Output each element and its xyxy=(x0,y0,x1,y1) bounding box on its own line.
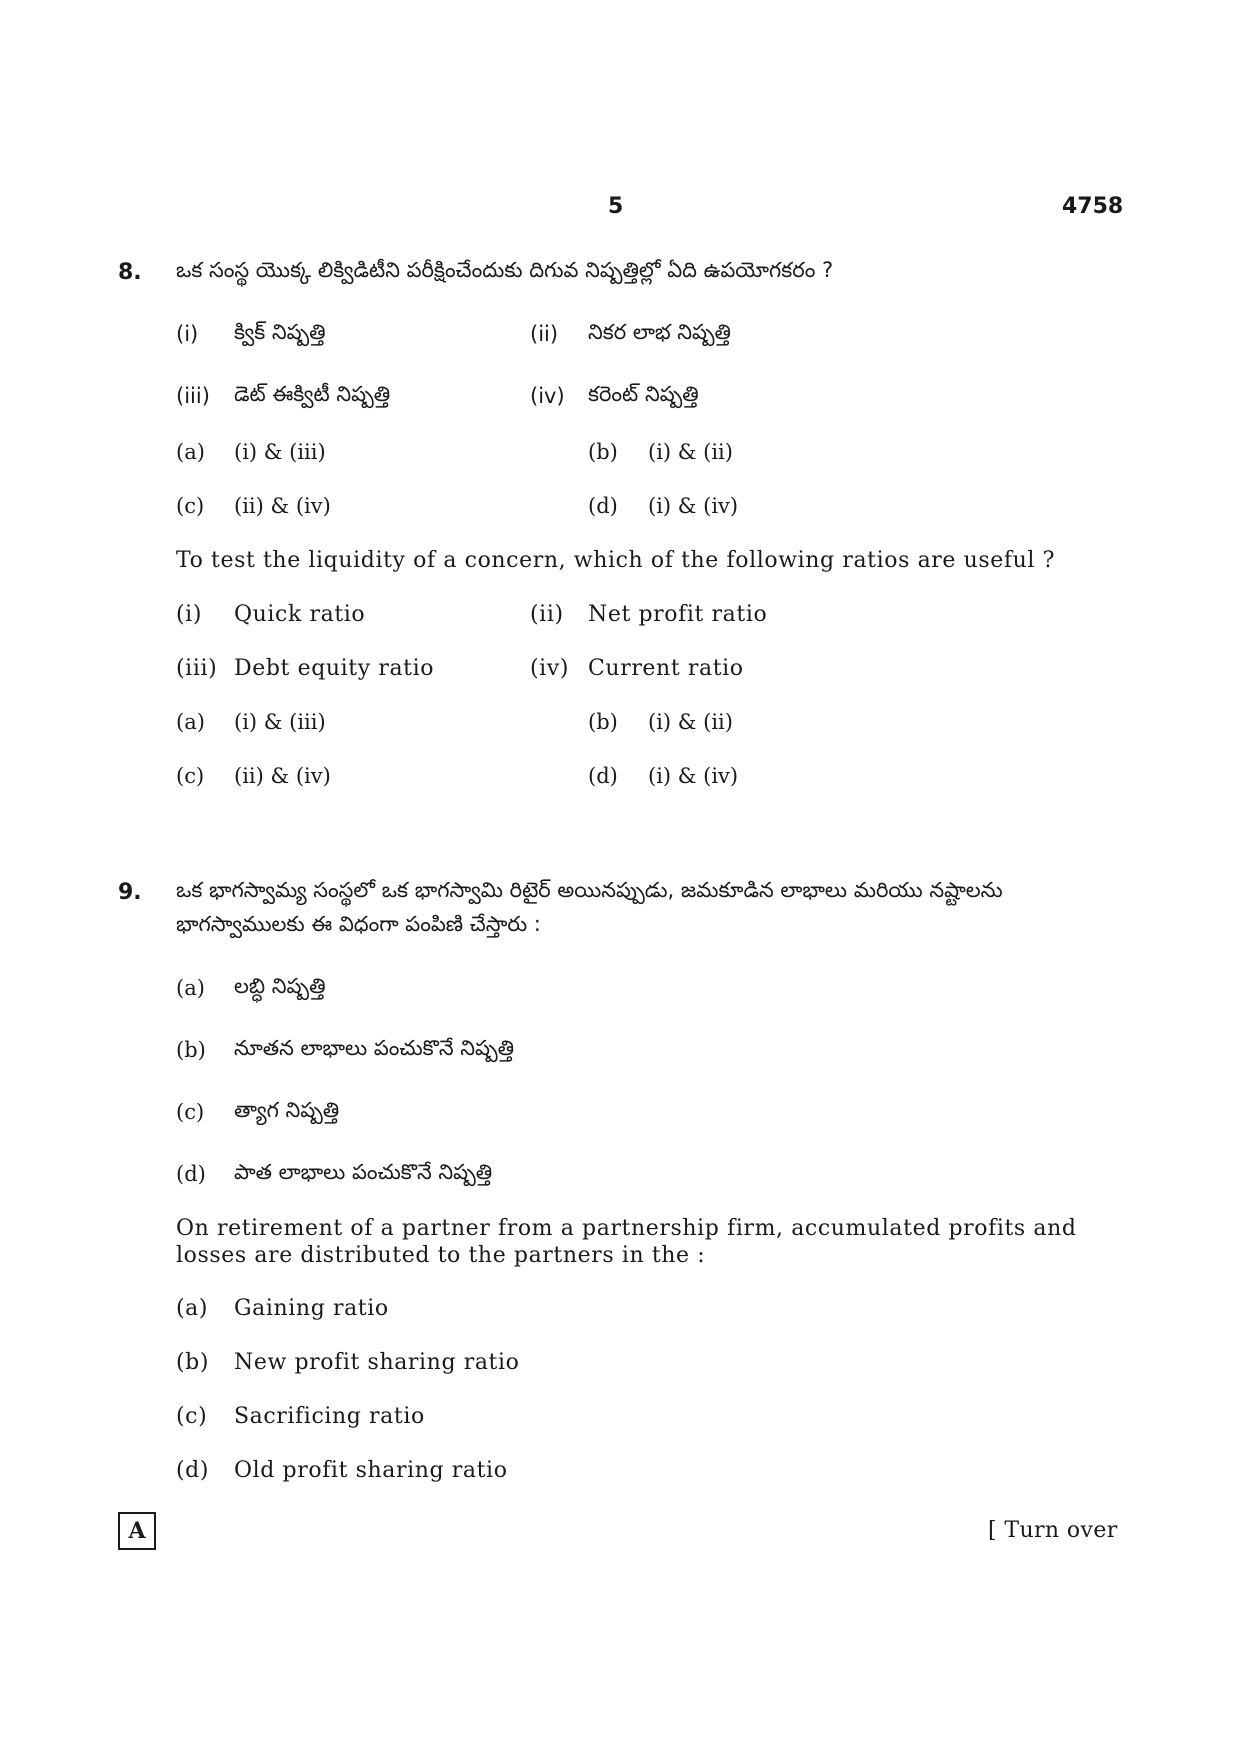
q8-en-option-text: (i) & (ii) xyxy=(648,710,733,734)
q9-te-option-text: నూతన లాభాలు పంచుకొనే నిష్పత్తి xyxy=(234,1036,515,1060)
q8-en-item-tag: (iii) xyxy=(176,656,218,681)
q9-en-option-tag: (d) xyxy=(176,1458,210,1483)
q8-te-option-tag: (a) xyxy=(176,440,205,464)
q8-en-item-tag: (ii) xyxy=(530,602,564,627)
q9-te-option-text: త్యాగ నిష్పత్తి xyxy=(234,1098,340,1122)
paper-code: 4758 xyxy=(1062,194,1124,219)
q9-te-option-tag: (c) xyxy=(176,1100,205,1124)
q9-en-option-tag: (c) xyxy=(176,1404,208,1429)
q8-te-option-tag: (c) xyxy=(176,494,205,518)
question-8-number: 8. xyxy=(118,260,142,285)
q8-en-option-tag: (a) xyxy=(176,710,205,734)
q8-te-option-text: (i) & (iii) xyxy=(234,440,326,464)
page-number: 5 xyxy=(608,194,624,219)
q8-te-item-text: డెట్ ఈక్విటీ నిష్పత్తి xyxy=(234,382,391,406)
q8-te-item-tag: (iv) xyxy=(530,384,565,408)
q8-te-option-tag: (d) xyxy=(588,494,618,518)
question-9-english-line1: On retirement of a partner from a partnership firm, accumulated profits and xyxy=(176,1216,1077,1241)
q8-te-option-text: (ii) & (iv) xyxy=(234,494,331,518)
q9-te-option-text: పాత లాభాలు పంచుకొనే నిష్పత్తి xyxy=(234,1160,493,1184)
series-letter: A xyxy=(128,1518,146,1544)
q8-te-item-text: నికర లాభ నిష్పత్తి xyxy=(588,320,731,344)
q8-te-item-tag: (ii) xyxy=(530,322,559,346)
q8-te-item-tag: (iii) xyxy=(176,384,210,408)
q8-te-item-tag: (i) xyxy=(176,322,199,346)
q8-en-item-text: Net profit ratio xyxy=(588,602,768,627)
q9-en-option-text: Gaining ratio xyxy=(234,1296,389,1321)
question-9-telugu-line1: ఒక భాగస్వామ్య సంస్థలో ఒక భాగస్వామి రిటైర్ అయినప్పుడు, జమకూడిన లాభాలు మరియు నష్టాలను xyxy=(176,878,1003,902)
q9-te-option-tag: (b) xyxy=(176,1038,206,1062)
q8-en-item-text: Quick ratio xyxy=(234,602,366,627)
q9-en-option-tag: (a) xyxy=(176,1296,209,1321)
q8-te-option-text: (i) & (ii) xyxy=(648,440,733,464)
q9-te-option-tag: (a) xyxy=(176,976,205,1000)
q9-en-option-text: New profit sharing ratio xyxy=(234,1350,520,1375)
q8-te-item-text: క్విక్ నిష్పత్తి xyxy=(234,320,326,344)
q9-te-option-tag: (d) xyxy=(176,1162,206,1186)
q8-en-option-text: (ii) & (iv) xyxy=(234,764,331,788)
question-8-english-text: To test the liquidity of a concern, which of the following ratios are useful ? xyxy=(176,548,1056,573)
series-letter-box xyxy=(118,1512,156,1550)
q8-en-item-text: Debt equity ratio xyxy=(234,656,435,681)
q8-en-option-tag: (b) xyxy=(588,710,618,734)
q8-en-option-tag: (d) xyxy=(588,764,618,788)
question-9-telugu-line2: భాగస్వాములకు ఈ విధంగా పంపిణి చేస్తారు : xyxy=(176,912,541,936)
q8-en-item-text: Current ratio xyxy=(588,656,744,681)
q8-en-item-tag: (i) xyxy=(176,602,203,627)
q9-en-option-tag: (b) xyxy=(176,1350,210,1375)
question-8-telugu-text: ఒక సంస్థ యొక్క లిక్విడిటీని పరీక్షించేందుకు దిగువ నిష్పత్తిల్లో ఏది ఉపయోగకరం ? xyxy=(176,258,834,282)
turn-over-note: [ Turn over xyxy=(988,1518,1118,1543)
q8-te-option-tag: (b) xyxy=(588,440,618,464)
q8-en-item-tag: (iv) xyxy=(530,656,570,681)
q9-te-option-text: లబ్ధి నిష్పత్తి xyxy=(234,974,326,998)
q9-en-option-text: Old profit sharing ratio xyxy=(234,1458,508,1483)
q8-te-item-text: కరెంట్ నిష్పత్తి xyxy=(588,382,699,406)
q8-en-option-tag: (c) xyxy=(176,764,205,788)
question-9-number: 9. xyxy=(118,880,142,905)
q8-en-option-text: (i) & (iv) xyxy=(648,764,739,788)
q8-te-option-text: (i) & (iv) xyxy=(648,494,739,518)
q8-en-option-text: (i) & (iii) xyxy=(234,710,326,734)
question-9-english-line2: losses are distributed to the partners in the : xyxy=(176,1243,706,1268)
q9-en-option-text: Sacrificing ratio xyxy=(234,1404,425,1429)
